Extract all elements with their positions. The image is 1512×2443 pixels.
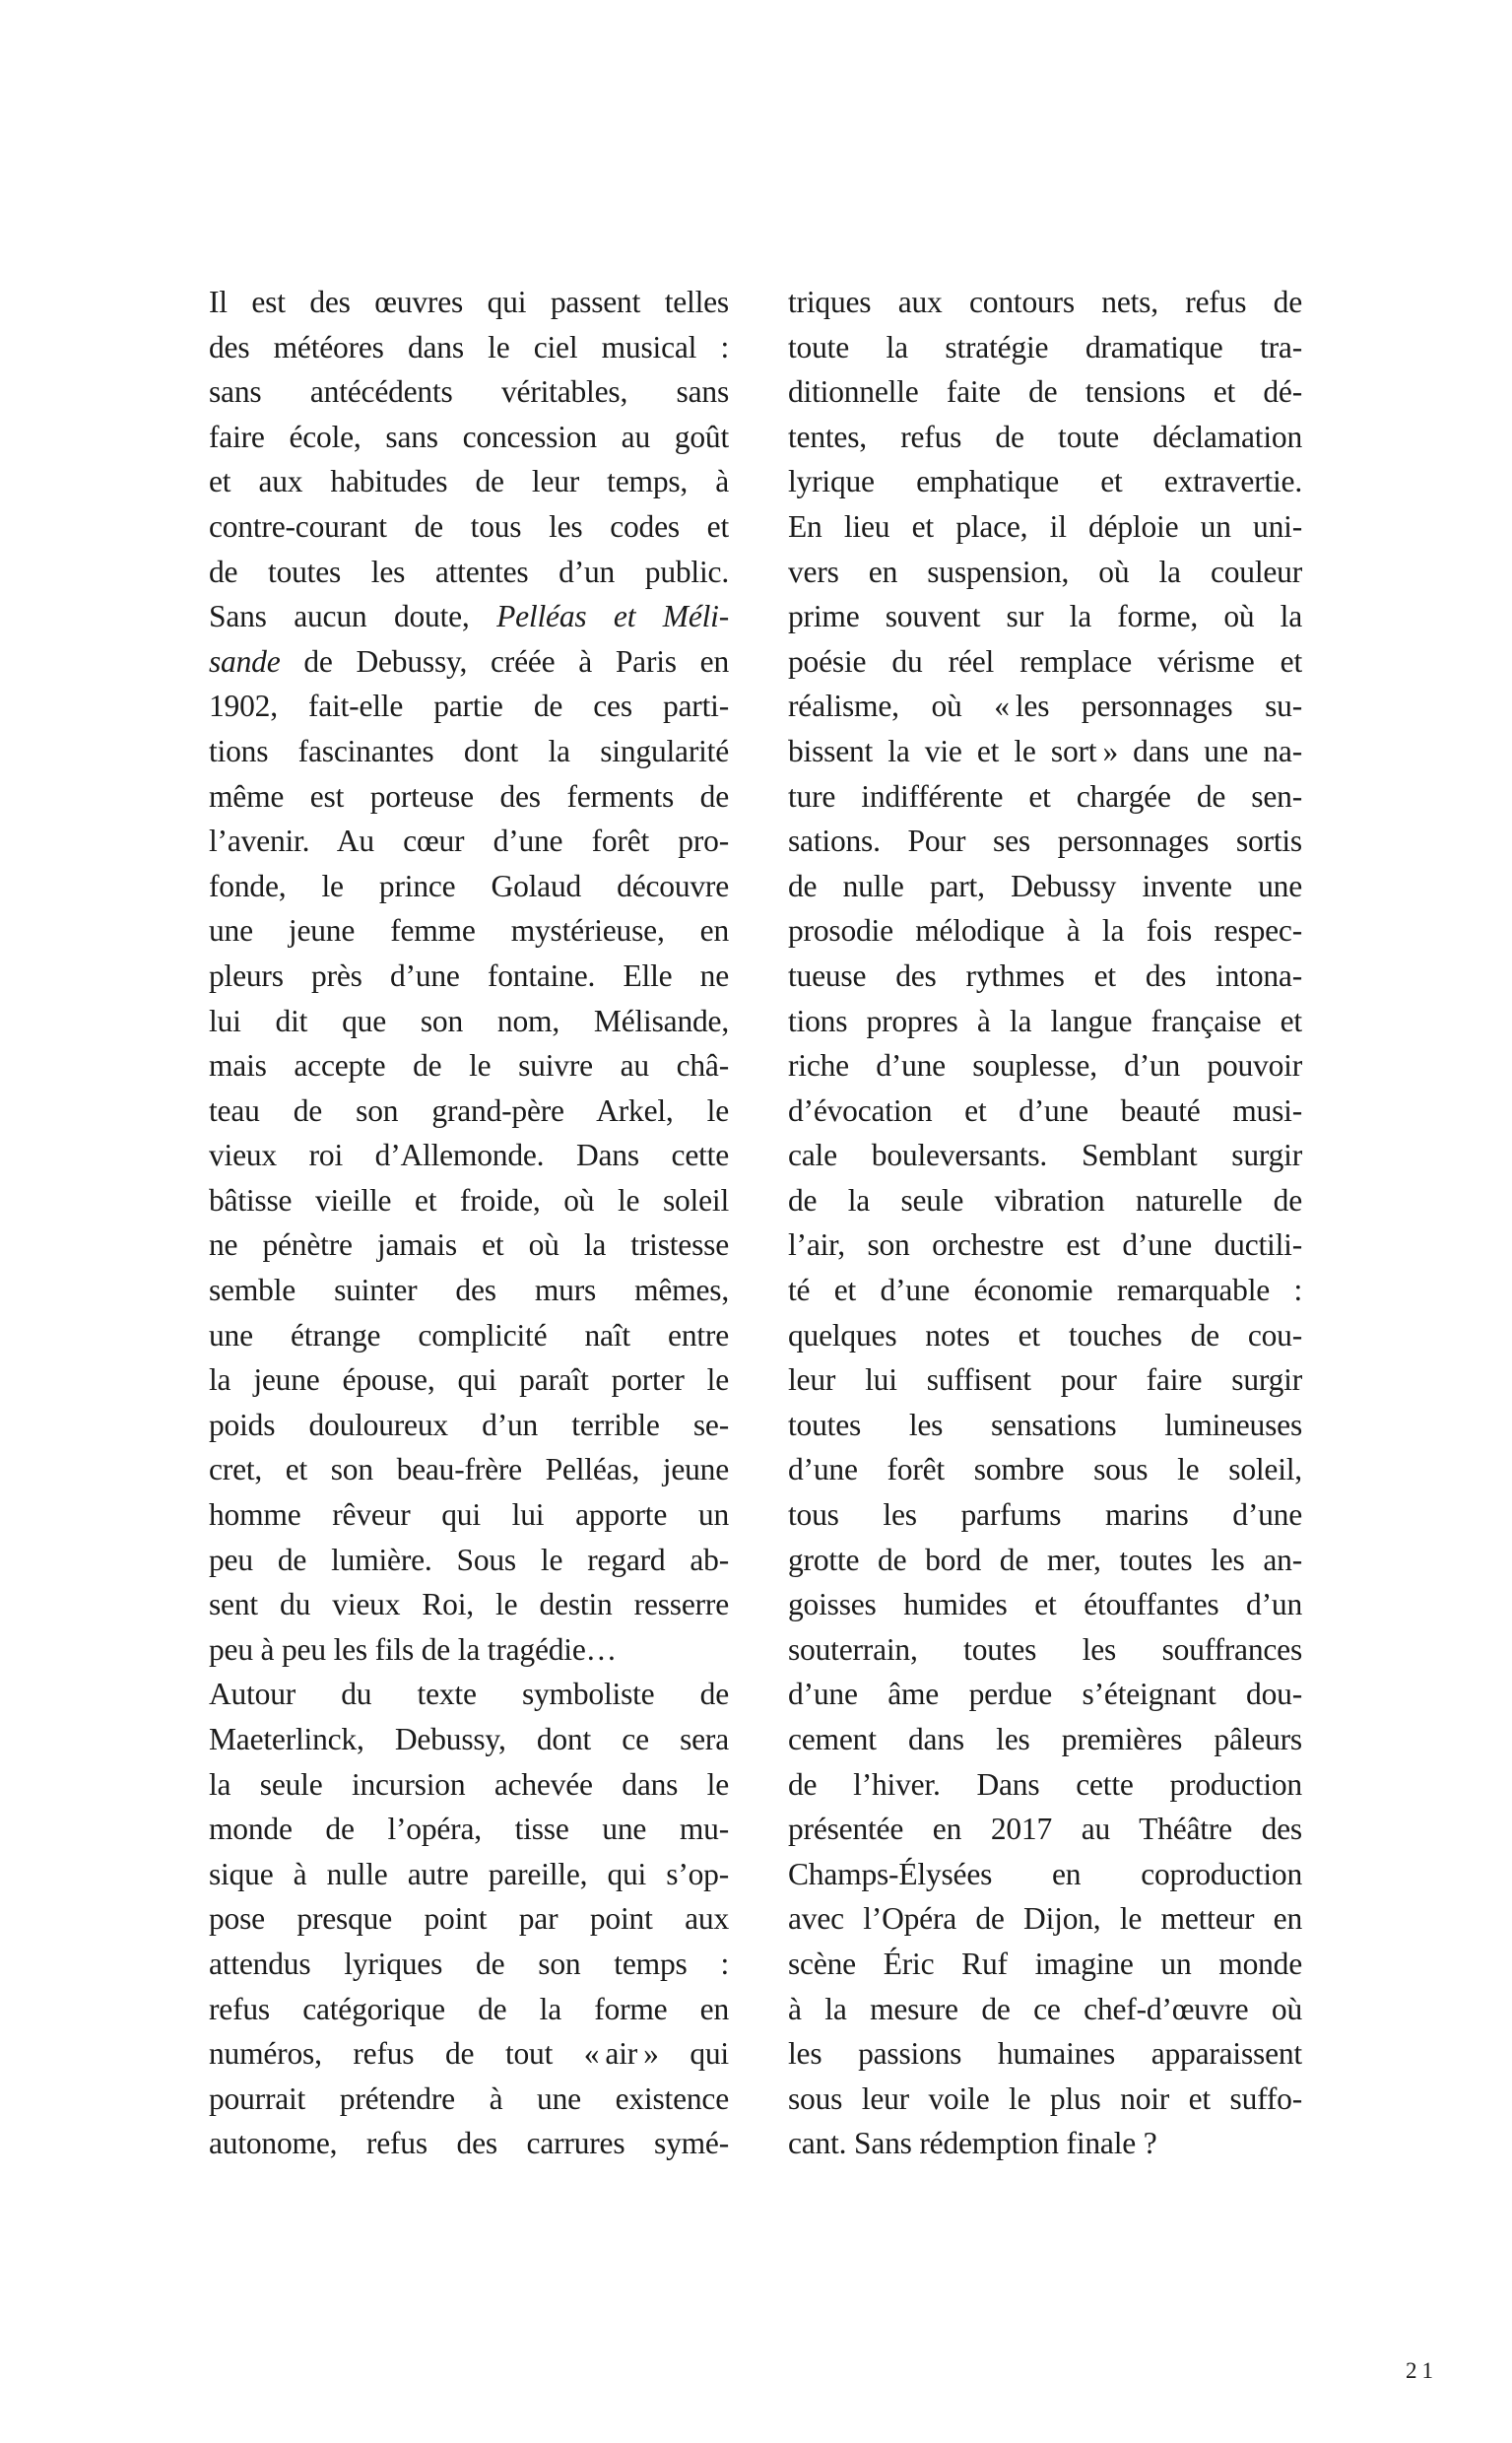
text-segment: sique à nulle autre pareille, qui s’op- <box>209 1856 729 1891</box>
text-segment: de Debussy, créée à Paris en <box>280 643 729 679</box>
text-line <box>788 954 1302 999</box>
text-line <box>788 639 1302 685</box>
text-segment: vieux roi d’Allemonde. Dans cette <box>209 1138 729 1173</box>
text-line <box>788 1717 1302 1762</box>
text-line <box>788 1403 1302 1448</box>
text-segment: bâtisse vieille et froide, où le soleil <box>209 1182 729 1218</box>
text-segment: En lieu et place, il déploie un uni- <box>788 508 1302 544</box>
text-line <box>209 1627 729 1673</box>
text-segment: sans antécédents véritables, sans <box>209 374 729 410</box>
text-segment: souterrain, toutes les souffrances <box>788 1631 1302 1667</box>
text-line <box>788 1178 1302 1223</box>
text-line <box>788 774 1302 820</box>
text-line <box>788 1852 1302 1897</box>
text-line <box>209 1942 729 1987</box>
text-line <box>788 415 1302 460</box>
text-segment: Champs-Élysées en coproduction <box>788 1856 1302 1891</box>
text-line <box>209 459 729 504</box>
text-segment: 1902, fait-elle partie de ces parti- <box>209 689 729 724</box>
text-line <box>209 325 729 370</box>
text-segment: pourrait prétendre à une existence <box>209 2080 729 2116</box>
text-segment: fonde, le prince Golaud découvre <box>209 868 729 903</box>
text-segment: même est porteuse des ferments de <box>209 778 729 814</box>
text-segment: de l’hiver. Dans cette production <box>788 1766 1302 1802</box>
text-line <box>209 1178 729 1223</box>
text-segment: prime souvent sur la forme, où la <box>788 599 1302 634</box>
text-line <box>788 908 1302 954</box>
text-segment: la jeune épouse, qui paraît porter le <box>209 1362 729 1398</box>
text-line <box>788 504 1302 550</box>
text-segment: tentes, refus de toute déclamation <box>788 419 1302 454</box>
text-line <box>209 684 729 729</box>
text-line <box>788 1492 1302 1538</box>
text-segment: riche d’une souplesse, d’un pouvoir <box>788 1048 1302 1084</box>
text-line <box>209 1538 729 1583</box>
text-line <box>209 999 729 1044</box>
text-segment: de toutes les attentes d’un public. <box>209 554 729 589</box>
text-segment: poids douloureux d’un terrible se- <box>209 1407 729 1442</box>
text-line <box>209 1357 729 1403</box>
text-segment: refus catégorique de la forme en <box>209 1991 729 2026</box>
text-segment: réalisme, où « les personnages su- <box>788 689 1302 724</box>
text-line <box>788 1762 1302 1808</box>
text-line <box>209 1896 729 1942</box>
text-segment: tous les parfums marins d’une <box>788 1497 1302 1533</box>
text-segment: grotte de bord de mer, toutes les an- <box>788 1542 1302 1577</box>
text-line <box>788 1672 1302 1717</box>
text-line <box>788 1313 1302 1358</box>
text-segment: ture indifférente et chargée de sen- <box>788 778 1302 814</box>
text-segment: d’une forêt sombre sous le soleil, <box>788 1452 1302 1487</box>
text-line <box>209 1403 729 1448</box>
text-segment: Sans aucun doute, <box>209 599 497 634</box>
text-line <box>788 999 1302 1044</box>
text-segment: d’une âme perdue s’éteignant dou- <box>788 1677 1302 1712</box>
text-line <box>209 2077 729 2122</box>
text-segment: une étrange complicité naît entre <box>209 1317 729 1353</box>
text-line <box>209 415 729 460</box>
text-line <box>788 2121 1302 2166</box>
text-segment: une jeune femme mystérieuse, en <box>209 913 729 949</box>
text-segment: tueuse des rythmes et des intona- <box>788 957 1302 993</box>
text-segment: cant. Sans rédemption finale ? <box>788 2126 1157 2161</box>
text-segment: cement dans les premières pâleurs <box>788 1722 1302 1756</box>
text-line <box>788 1357 1302 1403</box>
text-segment: faire école, sans concession au goût <box>209 419 729 454</box>
text-line <box>209 819 729 864</box>
text-segment: autonome, refus des carrures symé- <box>209 2126 729 2161</box>
text-segment: scène Éric Ruf imagine un monde <box>788 1946 1302 1981</box>
text-segment: lyrique emphatique et extravertie. <box>788 464 1302 499</box>
text-segment: peu de lumière. Sous le regard ab- <box>209 1542 729 1577</box>
text-line <box>209 1089 729 1134</box>
text-line <box>209 729 729 774</box>
text-line <box>209 1987 729 2032</box>
text-segment: toutes les sensations lumineuses <box>788 1407 1302 1442</box>
text-segment: triques aux contours nets, refus de <box>788 285 1302 319</box>
text-line <box>788 1942 1302 1987</box>
italic-text-segment: sande <box>209 643 281 679</box>
text-line <box>209 1268 729 1313</box>
text-segment: l’air, son orchestre est d’une ductili- <box>788 1227 1302 1263</box>
text-segment: présentée en 2017 au Théâtre des <box>788 1812 1302 1847</box>
text-segment: de la seule vibration naturelle de <box>788 1182 1302 1218</box>
text-line <box>788 729 1302 774</box>
text-line <box>209 504 729 550</box>
text-segment: ne pénètre jamais et où la tristesse <box>209 1227 729 1263</box>
text-line <box>788 2077 1302 2122</box>
text-line <box>209 1807 729 1852</box>
text-segment: monde de l’opéra, tisse une mu- <box>209 1812 729 1847</box>
text-segment: poésie du réel remplace vérisme et <box>788 643 1302 679</box>
text-line <box>209 954 729 999</box>
text-line <box>209 2121 729 2166</box>
text-line <box>788 369 1302 415</box>
text-line <box>209 639 729 685</box>
text-segment: toute la stratégie dramatique tra- <box>788 329 1302 364</box>
text-segment: des météores dans le ciel musical : <box>209 329 729 364</box>
text-column-right <box>788 280 1302 2166</box>
text-segment: lui dit que son nom, Mélisande, <box>209 1003 729 1038</box>
text-line <box>788 1447 1302 1492</box>
text-segment: quelques notes et touches de cou- <box>788 1317 1302 1353</box>
text-line <box>209 280 729 325</box>
text-segment: semble suinter des murs mêmes, <box>209 1273 729 1308</box>
text-line <box>788 1043 1302 1089</box>
text-line <box>788 1896 1302 1942</box>
text-segment: homme rêveur qui lui apporte un <box>209 1497 729 1533</box>
text-segment: pose presque point par point aux <box>209 1901 729 1937</box>
text-segment: les passions humaines apparaissent <box>788 2036 1302 2072</box>
text-segment: tions fascinantes dont la singularité <box>209 733 729 768</box>
text-segment: cale bouleversants. Semblant surgir <box>788 1138 1302 1173</box>
text-line <box>788 1807 1302 1852</box>
text-line <box>209 2031 729 2077</box>
text-segment: contre-courant de tous les codes et <box>209 508 729 544</box>
text-segment: avec l’Opéra de Dijon, le metteur en <box>788 1901 1302 1937</box>
italic-text-segment: Pelléas et Méli- <box>496 599 729 634</box>
text-segment: numéros, refus de tout « air » qui <box>209 2036 729 2072</box>
text-line <box>209 864 729 909</box>
text-segment: té et d’une économie remarquable : <box>788 1273 1302 1308</box>
text-line <box>788 594 1302 639</box>
text-segment: teau de son grand-père Arkel, le <box>209 1092 729 1128</box>
text-segment: pleurs près d’une fontaine. Elle ne <box>209 957 729 993</box>
text-segment: prosodie mélodique à la fois respec- <box>788 913 1302 949</box>
page-number: 21 <box>1406 2358 1438 2383</box>
text-segment: à la mesure de ce chef-d’œuvre où <box>788 1991 1302 2026</box>
text-line <box>788 684 1302 729</box>
text-segment: leur lui suffisent pour faire surgir <box>788 1362 1302 1398</box>
text-line <box>788 459 1302 504</box>
text-line <box>209 369 729 415</box>
text-line <box>788 1133 1302 1178</box>
text-segment: bissent la vie et le sort » dans une na- <box>788 733 1302 768</box>
text-line <box>788 280 1302 325</box>
text-column-left <box>209 280 729 2166</box>
text-line <box>788 1582 1302 1627</box>
text-line <box>788 1268 1302 1313</box>
text-line <box>788 325 1302 370</box>
text-segment: tions propres à la langue française et <box>788 1003 1302 1038</box>
text-line <box>209 1717 729 1762</box>
text-line <box>209 1582 729 1627</box>
text-segment: peu à peu les fils de la tragédie… <box>209 1631 617 1667</box>
text-segment: goisses humides et étouffantes d’un <box>788 1587 1302 1622</box>
text-segment: vers en suspension, où la couleur <box>788 554 1302 589</box>
text-segment: d’évocation et d’une beauté musi- <box>788 1092 1302 1128</box>
text-line <box>209 1447 729 1492</box>
text-line <box>209 550 729 595</box>
text-line <box>209 1313 729 1358</box>
text-segment: ditionnelle faite de tensions et dé- <box>788 374 1302 410</box>
text-line <box>209 1133 729 1178</box>
text-line <box>788 819 1302 864</box>
text-line <box>209 774 729 820</box>
text-line <box>209 1852 729 1897</box>
text-segment: cret, et son beau-frère Pelléas, jeune <box>209 1452 729 1487</box>
text-segment: Autour du texte symboliste de <box>209 1677 729 1712</box>
text-line <box>209 594 729 639</box>
text-segment: attendus lyriques de son temps : <box>209 1946 729 1981</box>
text-line <box>788 2031 1302 2077</box>
text-line <box>209 1492 729 1538</box>
text-line <box>788 1627 1302 1673</box>
text-line <box>209 1672 729 1717</box>
text-line <box>209 908 729 954</box>
text-line <box>788 1538 1302 1583</box>
text-line <box>788 1987 1302 2032</box>
text-segment: Il est des œuvres qui passent telles <box>209 285 729 319</box>
text-line <box>209 1043 729 1089</box>
text-line <box>209 1762 729 1808</box>
text-segment: la seule incursion achevée dans le <box>209 1766 729 1802</box>
text-segment: mais accepte de le suivre au châ- <box>209 1048 729 1084</box>
text-segment: sous leur voile le plus noir et suffo- <box>788 2080 1302 2116</box>
text-line <box>788 864 1302 909</box>
text-line <box>209 1222 729 1268</box>
text-segment: Maeterlinck, Debussy, dont ce sera <box>209 1722 729 1756</box>
text-segment: et aux habitudes de leur temps, à <box>209 464 729 499</box>
text-segment: sent du vieux Roi, le destin resserre <box>209 1587 729 1622</box>
text-segment: de nulle part, Debussy invente une <box>788 868 1302 903</box>
text-segment: l’avenir. Au cœur d’une forêt pro- <box>209 824 729 859</box>
text-line <box>788 1089 1302 1134</box>
text-line <box>788 1222 1302 1268</box>
text-line <box>788 550 1302 595</box>
text-segment: sations. Pour ses personnages sortis <box>788 824 1302 859</box>
